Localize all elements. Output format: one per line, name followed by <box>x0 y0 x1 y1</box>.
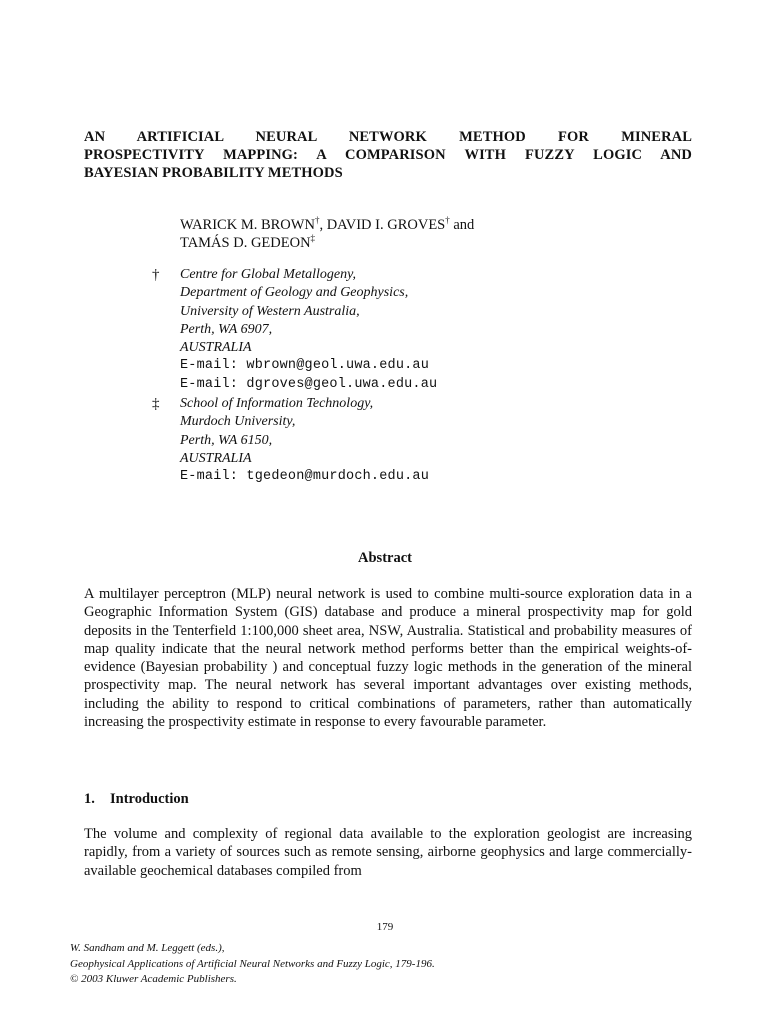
section-number: 1. <box>84 791 95 807</box>
title-line: PROSPECTIVITY MAPPING: A COMPARISON WITH FUZZY LOGIC AND <box>84 147 692 163</box>
affiliation-line: Perth, WA 6907, <box>180 321 273 337</box>
section-heading <box>84 791 189 808</box>
author-name: TAMÁS D. GEDEON <box>180 235 311 251</box>
affiliation-line: Centre for Global Metallogeny, <box>180 267 357 282</box>
paper-title <box>84 128 692 182</box>
abstract-heading: Abstract <box>358 550 412 566</box>
affiliation-line: University of Western Australia, <box>180 303 360 319</box>
affiliation-line: AUSTRALIA <box>180 450 252 466</box>
dagger-mark: † <box>152 267 160 283</box>
author-list <box>180 216 474 252</box>
affiliation-line: Department of Geology and Geophysics, <box>180 285 409 301</box>
affiliation-line: Murdoch University, <box>180 414 296 430</box>
double-dagger-mark: ‡ <box>152 396 160 412</box>
footer-line: © 2003 Kluwer Academic Publishers. <box>70 973 237 985</box>
affiliation-block <box>152 395 429 486</box>
email-line: E-mail: wbrown@geol.uwa.edu.au <box>180 358 430 374</box>
page-number: 179 <box>376 921 394 933</box>
footer-line: Geophysical Applications of Artificial Neural Networks and Fuzzy Logic, 179-196. <box>70 957 435 970</box>
email-line: E-mail: dgroves@geol.uwa.edu.au <box>180 376 438 392</box>
author-name: , DAVID I. GROVES <box>319 217 446 233</box>
dagger-mark: † <box>314 215 320 226</box>
author-conjunction: and <box>449 217 475 233</box>
affiliation-line: AUSTRALIA <box>180 340 252 356</box>
section-title: Introduction <box>110 791 189 807</box>
abstract-text: A multilayer perceptron (MLP) neural network is used to combine multi-source exploration data in a Geographic Information System (GIS) database and produce a mineral prospectivity map for gold deposits in the Tenterfield 1:100,000 sheet area, NSW, Australia. Statistical and probability measures of map quality indicate that the neural network method performs better than the empirical weights-of-evidence (Bayesian probability ) and conceptual fuzzy logic methods in the generation of the mineral prospectivity map. The neural network has several important advantages over existing methods, including the ability to respond to critical combinations of parameters, rather than automatically increasing the prospectivity estimate in response to every favourable parameter. <box>84 586 692 731</box>
introduction-text: The volume and complexity of regional data available to the exploration geologist are increasing rapidly, from a variety of sources such as remote sensing, airborne geophysics and large commercially-available geochemical databases compiled from <box>84 826 692 879</box>
title-line: BAYESIAN PROBABILITY METHODS <box>84 165 343 181</box>
email-line: E-mail: tgedeon@murdoch.edu.au <box>180 469 430 485</box>
author-line <box>180 216 474 234</box>
affiliation-block <box>152 266 437 394</box>
author-line <box>180 234 474 252</box>
affiliation-line: School of Information Technology, <box>180 396 374 411</box>
dagger-mark: † <box>445 215 450 226</box>
double-dagger-mark: ‡ <box>310 233 316 244</box>
affiliation-line: Perth, WA 6150, <box>180 432 273 448</box>
author-name: WARICK M. BROWN <box>180 217 315 233</box>
footer-line: W. Sandham and M. Leggett (eds.), <box>70 942 225 954</box>
citation-footer <box>70 941 435 988</box>
title-line: AN ARTIFICIAL NEURAL NETWORK METHOD FOR MINERAL <box>84 129 692 145</box>
